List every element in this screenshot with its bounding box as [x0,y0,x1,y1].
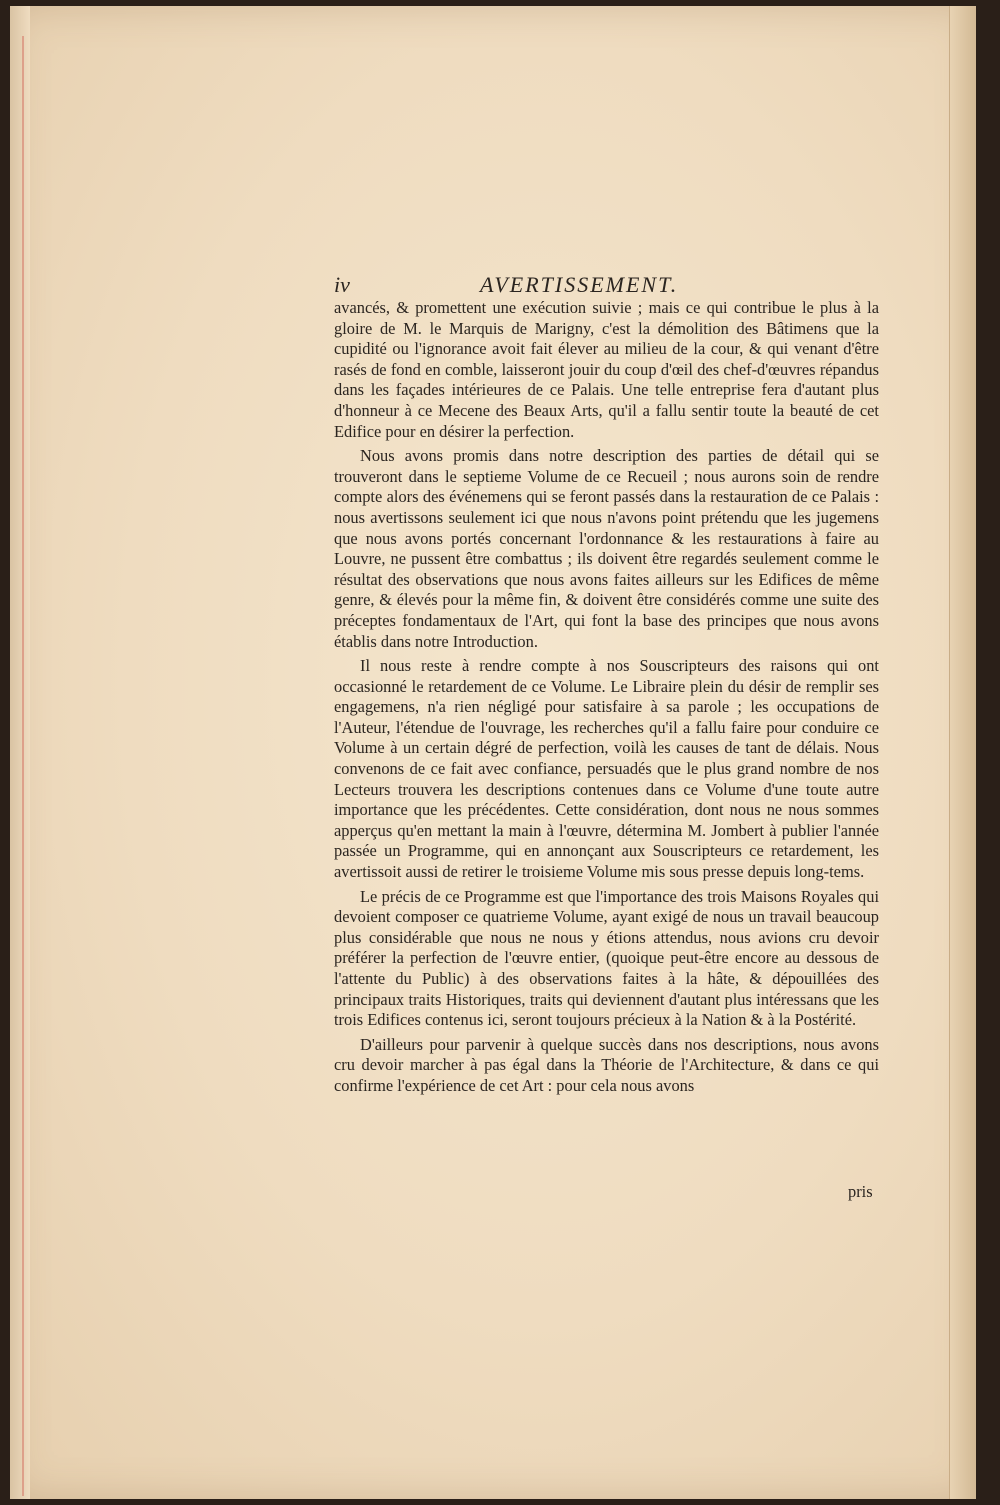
paragraph: D'ailleurs pour parvenir à quelque succès dans nos descriptions, nous avons cru devoir marcher à pas égal dans la Théorie de l'Architecture, & dans ce qui confirme l'expérience de cet Art : pour cela nous avons [334,1034,879,1095]
paragraph: Il nous reste à rendre compte à nos Souscripteurs des raisons qui ont occasionné le retardement de ce Volume. Le Libraire plein du désir de remplir ses engagemens, n'a rien négligé pour satisfaire à sa parole ; les occupations de l'Auteur, l'étendue de l'ouvrage, les recherches qu'il a fallu faire pour conduire ce Volume à un certain dégré de perfection, voilà les causes de tant de délais. Nous convenons de ce fait avec confiance, persuadés que le plus grand nombre de nos Lecteurs trouvera les descriptions contenues dans ce Volume d'une toute autre importance que les précédentes. Cette considération, dont nous ne nous sommes apperçus qu'en mettant la main à l'œuvre, détermina M. Jombert à publier l'année passée un Programme, qui en annonçant aux Souscripteurs ce retardement, les avertissoit aussi de retirer le troisieme Volume mis sous presse depuis long-tems. [334,656,879,882]
page-number: iv [334,272,350,297]
page-gutter [10,6,30,1499]
running-title: AVERTISSEMENT. [480,272,679,297]
body-text [334,298,879,1198]
margin-rule [22,36,24,1496]
paragraph: Le précis de ce Programme est que l'importance des trois Maisons Royales qui devoient composer ce quatrieme Volume, ayant exigé de nous un travail beaucoup plus considérable que nous ne nous y étions attendus, nous avions cru devoir préférer la perfection de l'œuvre entier, (quoique peut-être encore au dessous de l'attente du Public) à des observations faites à la hâte, & dépouillées des principaux traits Historiques, traits qui deviennent d'autant plus intéressans que les trois Edifices contenus ici, seront toujours précieux à la Nation & à la Postérité. [334,886,879,1030]
paragraph: Nous avons promis dans notre description des parties de détail qui se trouveront dans le septieme Volume de ce Recueil ; nous aurons soin de rendre compte alors des événemens qui se feront passés dans la restauration de ce Palais : nous avertissons seulement ici que nous n'avons point prétendu que les jugemens que nous avons portés concernant l'ordonnance & les restaurations à faire au Louvre, ne pussent être combattus ; ils doivent être regardés seulement comme le résultat des observations que nous avons faites ailleurs sur les Edifices de même genre, & élevés pour la même fin, & doivent être considérés comme une suite des préceptes fondamentaux de l'Art, qui font la base des principes que nous avons établis dans notre Introduction. [334,446,879,651]
paragraph-continuation: avancés, & promettent une exécution suivie ; mais ce qui contribue le plus à la gloire de M. le Marquis de Marigny, c'est la démolition des Bâtimens que la cupidité ou l'ignorance avoit fait élever au milieu de la cour, & qui venant d'être rasés de fond en comble, laisseront jouir du coup d'œil des chef-d'œuvres répandus dans les façades intérieures de ce Palais. Une telle entreprise fera d'autant plus d'honneur à ce Mecene des Beaux Arts, qu'il a fallu sentir toute la beauté de cet Edifice pour en désirer la perfection. [334,298,879,441]
catchword: pris [848,1182,873,1201]
page-fore-edge [949,6,976,1499]
